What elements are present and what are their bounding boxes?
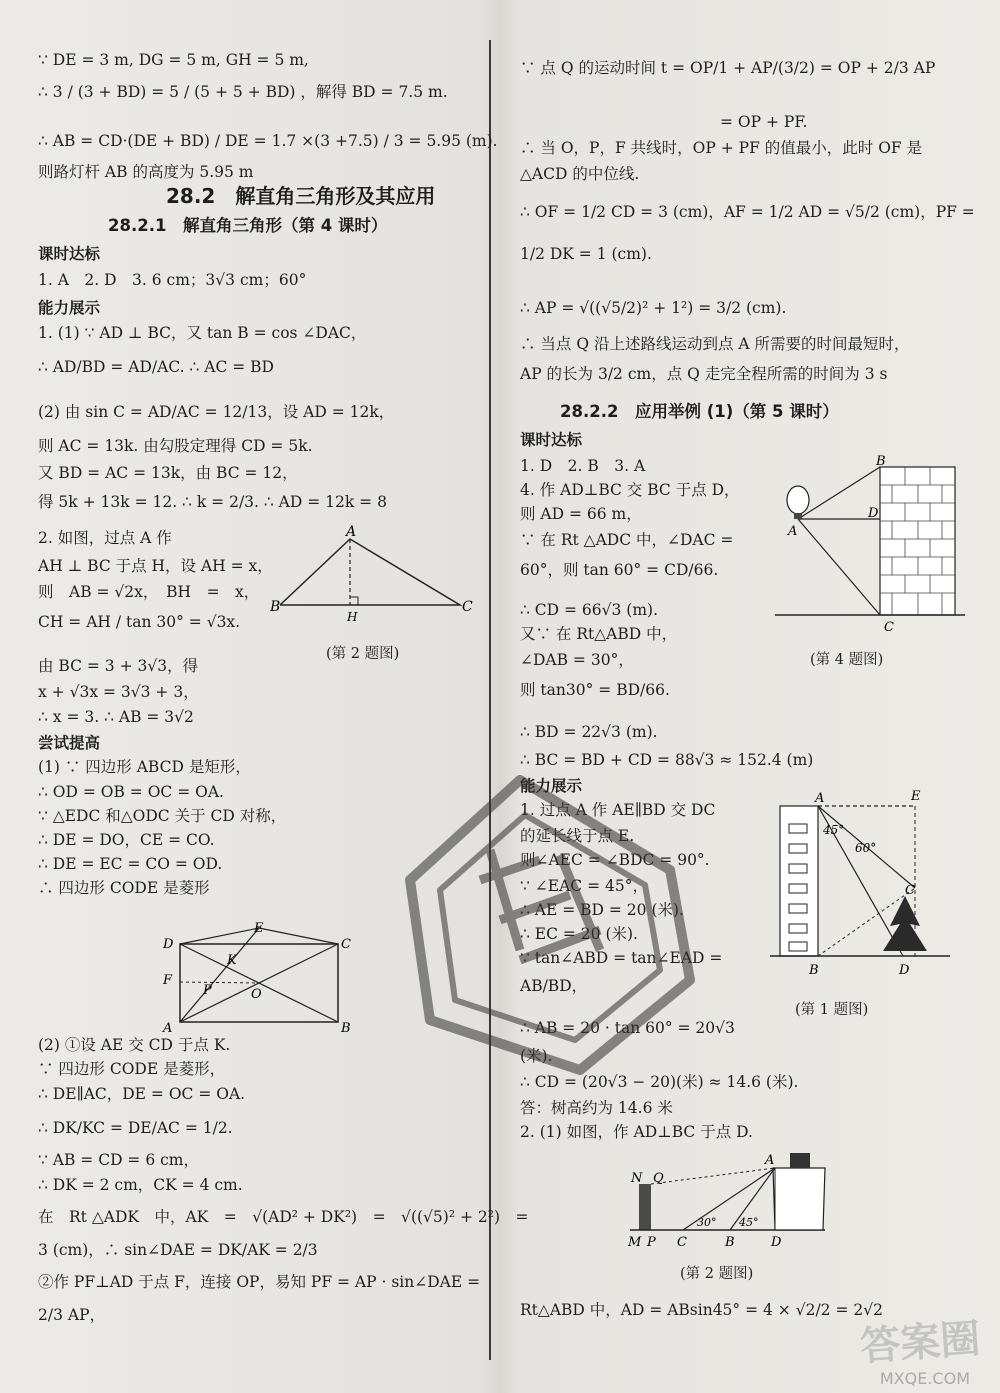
text-line: ∴ 当 O，P，F 共线时，OP + PF 的值最小，此时 OF 是 bbox=[520, 139, 923, 157]
text-line: Rt△ABD 中，AD = ABsin45° = 4 × √2/2 = 2√2 bbox=[520, 1301, 883, 1319]
text-line: ∴ DK/KC = DE/AC = 1/2. bbox=[38, 1119, 233, 1137]
text-line: 60°，则 tan 60° = CD/66. bbox=[520, 561, 719, 579]
text-line: ∴ BD = 22√3 (m). bbox=[520, 723, 658, 741]
text-line: AB/BD， bbox=[520, 977, 588, 995]
watermark-url: MXQE.COM bbox=[879, 1369, 970, 1388]
label-f: F bbox=[163, 973, 173, 988]
section-heading: 28.2 解直角三角形及其应用 bbox=[166, 184, 436, 208]
text-line: (1) ∵ 四边形 ABCD 是矩形， bbox=[38, 758, 251, 776]
subsection-heading: 28.2.2 应用举例 (1)（第 5 课时） bbox=[560, 402, 839, 421]
text-line: ∵ DE = 3 m, DG = 5 m, GH = 5 m, bbox=[38, 51, 309, 69]
text-line: 2. (1) 如图，作 AD⊥BC 于点 D. bbox=[520, 1123, 753, 1141]
text-line: 则 tan30° = BD/66. bbox=[520, 681, 670, 699]
balloon-building-figure bbox=[770, 455, 970, 645]
text-line: 1. 过点 A 作 AE∥BD 交 DC bbox=[520, 801, 716, 819]
label-p: P bbox=[647, 1235, 656, 1250]
label-d: D bbox=[899, 963, 910, 978]
text-line: ∴ BC = BD + CD = 88√3 ≈ 152.4 (m) bbox=[520, 751, 814, 769]
text-line: 又 BD = AC = 13k，由 BC = 12， bbox=[38, 464, 298, 482]
text-line: 1. A 2. D 3. 6 cm；3√3 cm；60° bbox=[38, 271, 307, 289]
angle-45: 45° bbox=[739, 1216, 759, 1229]
tree-building-figure bbox=[765, 786, 955, 986]
text-line: ∴ EC = 20 (米). bbox=[520, 925, 638, 943]
text-line: ∴ 当点 Q 沿上述路线运动到点 A 所需要的时间最短时， bbox=[520, 335, 910, 353]
label-h: H bbox=[347, 610, 358, 624]
label-a: A bbox=[765, 1153, 775, 1168]
label-d: D bbox=[163, 937, 174, 952]
angle-60: 60° bbox=[855, 841, 877, 855]
text-line: 则 AC = 13k. 由勾股定理得 CD = 5k. bbox=[38, 437, 313, 455]
text-line: AH ⊥ BC 于点 H，设 AH = x， bbox=[38, 557, 273, 575]
ink-stamp bbox=[370, 760, 710, 1090]
text-line: 3 (cm)，∴ sin∠DAE = DK/AK = 2/3 bbox=[38, 1241, 318, 1259]
label-d: D bbox=[868, 506, 879, 521]
text-line: 由 BC = 3 + 3√3，得 bbox=[38, 657, 199, 675]
label-a: A bbox=[163, 1021, 173, 1034]
label-a: A bbox=[815, 791, 825, 806]
text-line: 则路灯杆 AB 的高度为 5.95 m bbox=[38, 163, 254, 181]
label-d: D bbox=[771, 1235, 782, 1250]
label-c: C bbox=[905, 883, 915, 898]
label-b: B bbox=[270, 599, 281, 615]
text-line: x + √3x = 3√3 + 3， bbox=[38, 683, 199, 701]
text-line: ∵ 四边形 CODE 是菱形， bbox=[38, 1060, 226, 1078]
text-line: ∴ AE = BD = 20 (米). bbox=[520, 901, 684, 919]
label-a: A bbox=[346, 525, 357, 540]
text-line: ∴ CD = (20√3 − 20)(米) ≈ 14.6 (米). bbox=[520, 1073, 799, 1091]
angle-45: 45° bbox=[823, 823, 845, 837]
subsection-heading: 28.2.1 解直角三角形（第 4 课时） bbox=[108, 216, 388, 235]
text-line: △ACD 的中位线. bbox=[520, 165, 640, 183]
text-line: 1/2 DK = 1 (cm). bbox=[520, 245, 652, 263]
balloon-icon bbox=[787, 486, 809, 514]
text-line: ∴ x = 3. ∴ AB = 3√2 bbox=[38, 708, 194, 726]
text-line: 2. 如图，过点 A 作 bbox=[38, 529, 172, 547]
text-line: 则∠AEC = ∠BDC = 90°. bbox=[520, 851, 710, 869]
text-line: 2/3 AP， bbox=[38, 1306, 105, 1324]
label-b: B bbox=[876, 455, 886, 469]
text-line: ∴ CD = 66√3 (m). bbox=[520, 601, 659, 619]
text-line: ∴ AB = CD·(DE + BD) / DE = 1.7 ×(3 +7.5) / 3 = 5.95 (m). bbox=[38, 132, 498, 150]
text-line: ②作 PF⊥AD 于点 F，连接 OP，易知 PF = AP · sin∠DAE = bbox=[38, 1273, 481, 1291]
label-b: B bbox=[341, 1021, 351, 1034]
text-line: 1. (1) ∵ AD ⊥ BC，又 tan B = cos ∠DAC， bbox=[38, 324, 367, 342]
figure-caption: (第 2 题图) bbox=[326, 646, 400, 662]
text-line: ∵ AB = CD = 6 cm， bbox=[38, 1151, 200, 1169]
label-c: C bbox=[677, 1235, 687, 1250]
text-line: ∵ △EDC 和△ODC 关于 CD 对称， bbox=[38, 807, 287, 825]
subheading: 课时达标 bbox=[38, 245, 101, 263]
text-line: ∴ AP = √((√5/2)² + 1²) = 3/2 (cm). bbox=[520, 299, 787, 317]
rhombus-rectangle-figure bbox=[155, 922, 365, 1034]
figure-caption: (第 4 题图) bbox=[810, 652, 884, 668]
label-n: N bbox=[631, 1171, 643, 1186]
triangle-figure bbox=[270, 525, 480, 625]
text-line: ∴ DE∥AC，DE = OC = OA. bbox=[38, 1085, 246, 1103]
label-e: E bbox=[254, 922, 264, 936]
text-line: = OP + PF. bbox=[720, 113, 808, 131]
text-line: CH = AH / tan 30° = √3x. bbox=[38, 613, 241, 631]
text-line: ∵ tan∠ABD = tan∠EAD = bbox=[520, 949, 723, 967]
label-b: B bbox=[809, 963, 819, 978]
subheading: 能力展示 bbox=[38, 299, 101, 317]
text-line: 1. D 2. B 3. A bbox=[520, 457, 646, 475]
label-k: K bbox=[227, 953, 237, 968]
label-m: M bbox=[628, 1235, 642, 1250]
subheading: 能力展示 bbox=[520, 777, 583, 795]
cliff-figure bbox=[625, 1148, 835, 1258]
label-a: A bbox=[788, 524, 798, 539]
text-line: 在 Rt △ADK 中，AK = √(AD² + DK²) = √((√5)² + 2²) = bbox=[38, 1208, 529, 1226]
text-line: (2) ①设 AE 交 CD 于点 K. bbox=[38, 1036, 231, 1054]
label-p: P bbox=[203, 983, 212, 998]
text-line: ∴ DE = DO，CE = CO. bbox=[38, 831, 215, 849]
text-line: 的延长线于点 E. bbox=[520, 827, 635, 845]
label-b: B bbox=[725, 1235, 735, 1250]
figure-caption: (第 2 题图) bbox=[680, 1266, 754, 1282]
label-q: Q bbox=[653, 1171, 664, 1186]
subheading: 尝试提高 bbox=[38, 734, 101, 752]
text-line: ∴ AB = 20 · tan 60° = 20√3 bbox=[520, 1019, 735, 1037]
text-line: ∠DAB = 30°， bbox=[520, 651, 634, 669]
text-line: ∴ 3 / (3 + BD) = 5 / (5 + 5 + BD) ，解得 BD = 7.5 m. bbox=[38, 83, 448, 101]
text-line: ∵ 点 Q 的运动时间 t = OP/1 + AP/(3/2) = OP + 2/3 AP bbox=[520, 59, 936, 77]
column-divider bbox=[489, 40, 491, 1360]
angle-30: 30° bbox=[697, 1216, 717, 1229]
text-line: 得 5k + 13k = 12. ∴ k = 2/3. ∴ AD = 12k = 8 bbox=[38, 493, 387, 511]
text-line: 4. 作 AD⊥BC 交 BC 于点 D， bbox=[520, 481, 740, 499]
label-o: O bbox=[251, 987, 262, 1002]
text-line: ∴ DK = 2 cm，CK = 4 cm. bbox=[38, 1176, 243, 1194]
text-line: (2) 由 sin C = AD/AC = 12/13，设 AD = 12k， bbox=[38, 403, 395, 421]
tree-icon bbox=[883, 896, 927, 951]
label-e: E bbox=[911, 789, 921, 804]
text-line: AP 的长为 3/2 cm，点 Q 走完全程所需的时间为 3 s bbox=[520, 365, 888, 383]
text-line: ∴ 四边形 CODE 是菱形 bbox=[38, 879, 210, 897]
text-line: 则 AD = 66 m， bbox=[520, 505, 642, 523]
figure-caption: (第 1 题图) bbox=[795, 1002, 869, 1018]
watermark-logo: 答案圈 bbox=[858, 1315, 982, 1371]
subheading: 课时达标 bbox=[520, 431, 583, 449]
text-line: ∴ OF = 1/2 CD = 3 (cm)，AF = 1/2 AD = √5/2 (cm)，PF = bbox=[520, 203, 975, 221]
text-line: ∵ 在 Rt △ADC 中，∠DAC = bbox=[520, 531, 734, 549]
text-line: ∵ ∠EAC = 45°， bbox=[520, 877, 648, 895]
text-line: 答：树高约为 14.6 米 bbox=[520, 1099, 673, 1117]
text-line: ∴ OD = OB = OC = OA. bbox=[38, 783, 224, 801]
text-line: 则 AB = √2x， BH = x， bbox=[38, 583, 260, 601]
text-line: ∴ AD/BD = AD/AC. ∴ AC = BD bbox=[38, 358, 274, 376]
label-c: C bbox=[341, 937, 351, 952]
text-line: (米). bbox=[520, 1047, 553, 1065]
text-line: 又∵ 在 Rt△ABD 中， bbox=[520, 625, 678, 643]
label-c: C bbox=[462, 599, 473, 615]
text-line: ∴ DE = EC = CO = OD. bbox=[38, 855, 223, 873]
label-c: C bbox=[884, 620, 894, 635]
